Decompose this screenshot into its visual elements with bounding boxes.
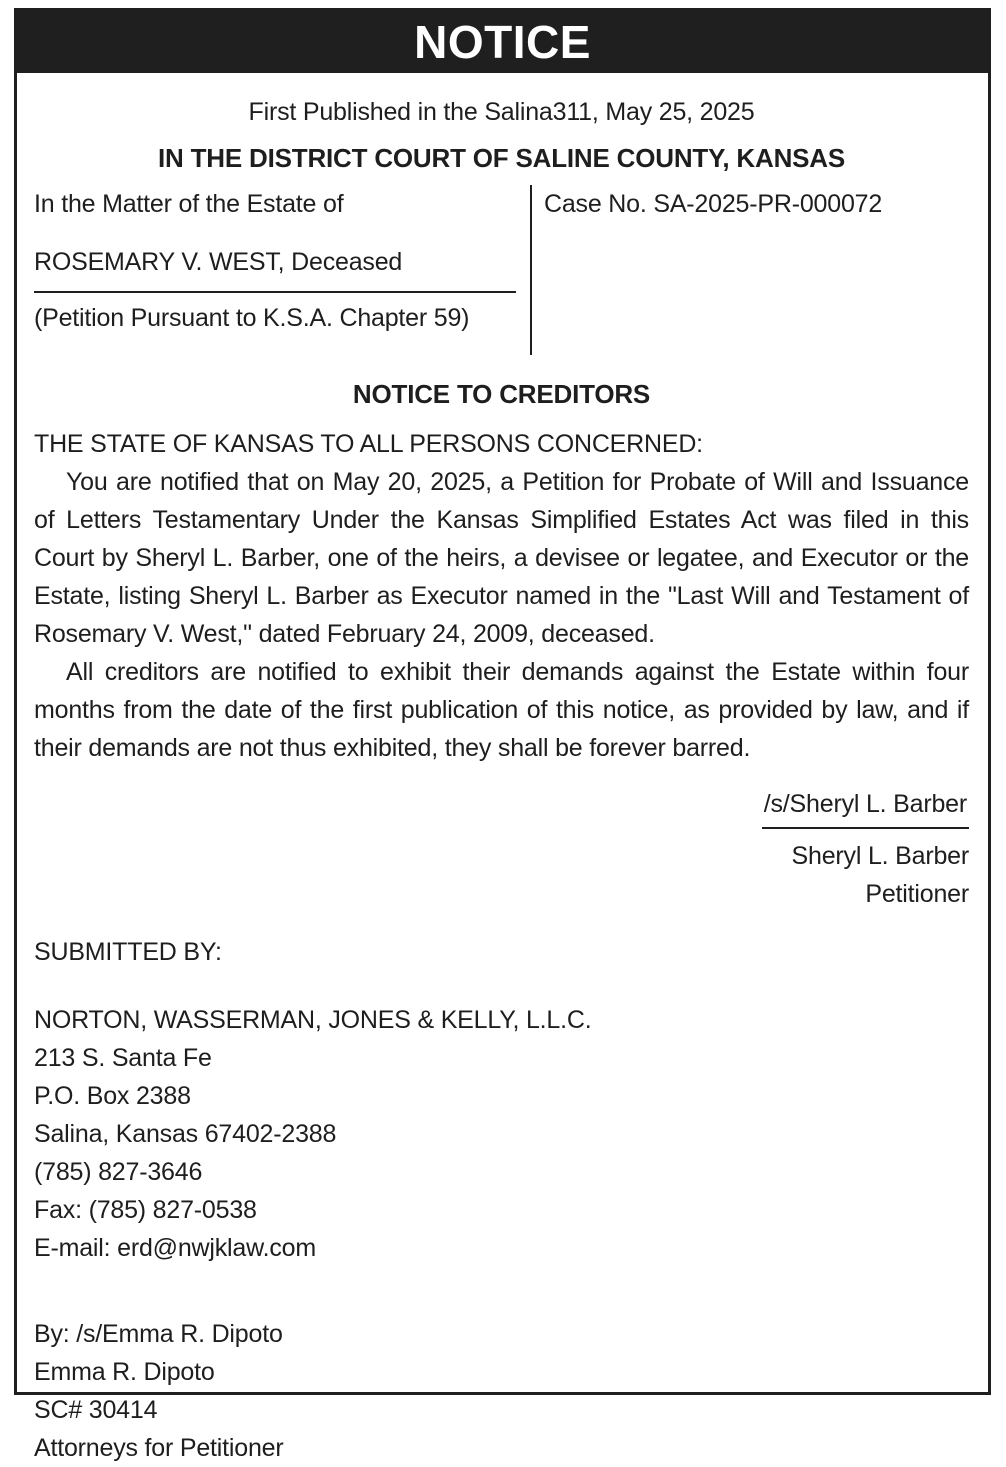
body-paragraph-2: All creditors are notified to exhibit their demands against the Estate within four months from the date of the first publication of this notice, as provided by law, and if their demands are not thus exhibited, they shall be forever barred. [34,658,969,762]
attorney-name: Emma R. Dipoto [34,1358,215,1386]
signature-text: /s/Sheryl L. Barber [762,785,969,829]
law-firm-block [34,1001,969,1267]
signature-printed-name: Sheryl L. Barber [791,842,969,870]
caption-right-column [530,185,969,355]
attorney-bar-number: SC# 30414 [34,1396,158,1424]
caption-rule [34,291,516,293]
body-paragraph-1: You are notified that on May 20, 2025, a Petition for Probate of Will and Issuance of Letters Testamentary Under the Kansas Simplified Estates Act was filed in this Court by Sheryl L. Barber, one of the heirs, a devisee or legatee, and Executor or the Estate, listing Sheryl L. Barber as Executor named in the "Last Will and Testament of Rosemary V. West," dated February 24, 2009, deceased. [34,468,969,648]
submitted-by-label: SUBMITTED BY: [34,938,222,966]
caption-petition-line: (Petition Pursuant to K.S.A. Chapter 59) [34,304,470,332]
notice-content [17,73,988,1467]
salutation-line: THE STATE OF KANSAS TO ALL PERSONS CONCERNED: [34,430,703,458]
published-line: First Published in the Salina311, May 25, 2025 [248,98,755,126]
caption-matter-line: In the Matter of the Estate of [34,190,344,218]
banner-title: NOTICE [414,16,591,68]
attorney-block [34,1315,969,1467]
firm-po-box: P.O. Box 2388 [34,1082,191,1110]
firm-email: E-mail: erd@nwjklaw.com [34,1234,316,1262]
signature-signed-line [34,785,969,829]
court-heading: IN THE DISTRICT COURT OF SALINE COUNTY, KANSAS [157,143,846,173]
firm-phone: (785) 827-3646 [34,1158,203,1186]
firm-name: NORTON, WASSERMAN, JONES & KELLY, L.L.C. [34,1006,592,1034]
case-number: Case No. SA-2025-PR-000072 [544,190,883,218]
firm-fax: Fax: (785) 827-0538 [34,1196,257,1224]
firm-city-state-zip: Salina, Kansas 67402-2388 [34,1120,337,1148]
firm-street-address: 213 S. Santa Fe [34,1044,212,1072]
attorney-by-line: By: /s/Emma R. Dipoto [34,1320,283,1348]
notice-to-creditors-heading: NOTICE TO CREDITORS [352,379,651,409]
notice-banner [17,11,988,73]
caption-left-column [34,185,530,355]
case-caption [34,185,969,355]
signature-block [34,785,969,913]
signature-title: Petitioner [865,880,969,908]
notice-frame [14,8,991,1462]
attorney-role: Attorneys for Petitioner [34,1434,284,1462]
caption-decedent-line: ROSEMARY V. WEST, Deceased [34,248,403,276]
